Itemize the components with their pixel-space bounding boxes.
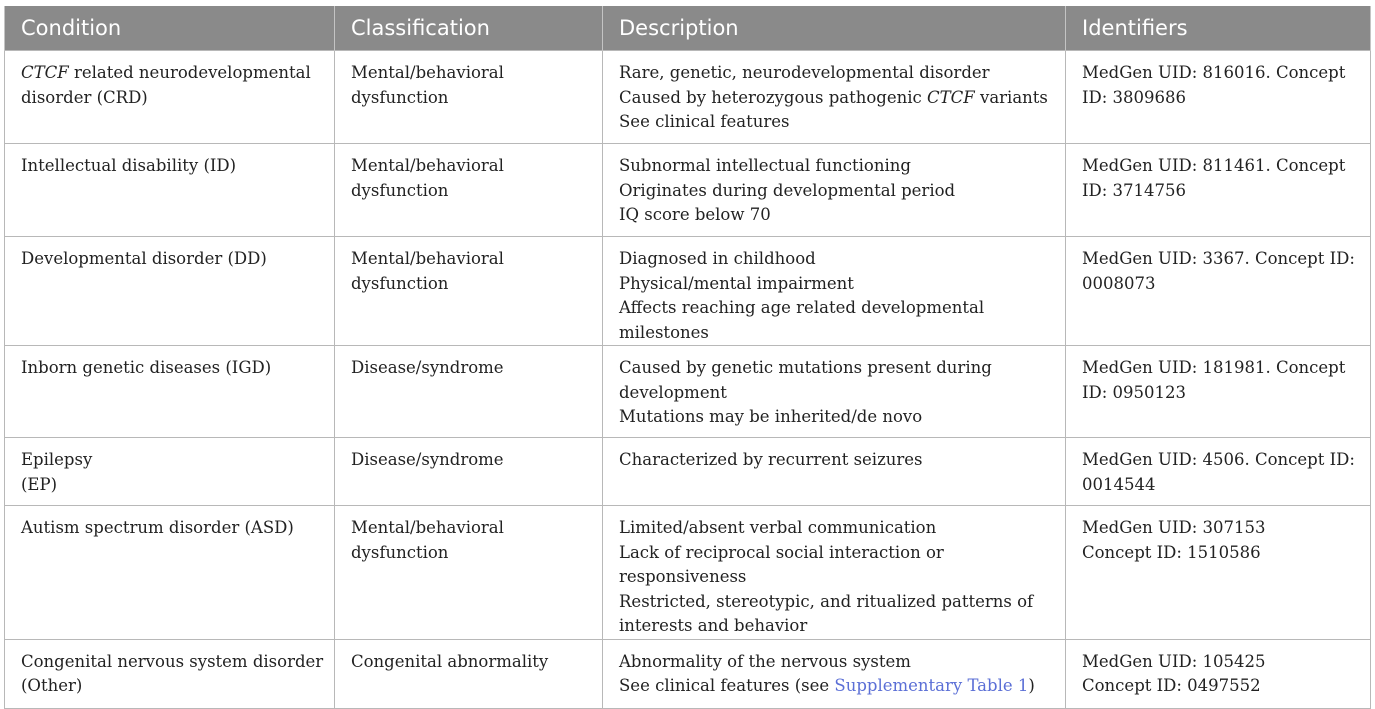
table-row <box>5 438 1371 506</box>
description-line: IQ score below 70 <box>619 205 771 224</box>
table-row <box>5 51 1371 144</box>
description-line: Mutations may be inherited/de novo <box>619 407 923 426</box>
concept-id: Concept ID: 1510586 <box>1082 542 1261 562</box>
description-line: Originates during developmental period <box>619 180 956 200</box>
description-text: variants <box>974 87 1048 107</box>
description-line <box>619 86 1057 111</box>
header-condition: Condition <box>5 6 335 51</box>
description-text: See clinical features (see <box>619 676 835 695</box>
table-row <box>5 144 1371 237</box>
identifiers-cell: MedGen UID: 4506. Concept ID: 0014544 <box>1066 438 1371 506</box>
description-cell <box>603 51 1066 144</box>
classification-cell: Disease/syndrome <box>335 438 603 506</box>
medgen-uid: MedGen UID: 307153 <box>1082 518 1266 537</box>
identifiers-cell: MedGen UID: 3367. Concept ID: 0008073 <box>1066 237 1371 346</box>
description-cell <box>603 506 1066 640</box>
classification-cell: Disease/syndrome <box>335 346 603 438</box>
medgen-uid: MedGen UID: 105425 <box>1082 651 1266 671</box>
condition-cell: Developmental disorder (DD) <box>5 237 335 346</box>
classification-cell: Mental/behavioral dysfunction <box>335 237 603 346</box>
description-line: See clinical features <box>619 112 790 131</box>
condition-cell: Inborn genetic diseases (IGD) <box>5 346 335 438</box>
condition-abbrev: (EP) <box>21 474 58 494</box>
condition-cell: Intellectual disability (ID) <box>5 144 335 237</box>
header-classification: Classification <box>335 6 603 51</box>
table-row <box>5 237 1371 346</box>
description-line: Abnormality of the nervous system <box>619 651 911 671</box>
identifiers-cell: MedGen UID: 811461. Concept ID: 3714756 <box>1066 144 1371 237</box>
condition-text: Epilepsy <box>21 450 93 469</box>
header-identifiers: Identifiers <box>1066 6 1371 51</box>
gene-name: CTCF <box>21 63 69 82</box>
supplementary-table-link[interactable]: Supplementary Table 1 <box>834 676 1029 695</box>
condition-cell: Autism spectrum disorder (ASD) <box>5 506 335 640</box>
description-line: Restricted, stereotypic, and ritualized patterns of interests and behavior <box>619 591 1034 635</box>
header-row <box>5 6 1371 51</box>
conditions-table <box>4 6 1371 709</box>
table-row <box>5 346 1371 438</box>
description-line: Limited/absent verbal communication <box>619 518 937 537</box>
description-line: Caused by genetic mutations present during development <box>619 358 992 402</box>
condition-text: related neurodevelopmental disorder (CRD) <box>21 63 311 107</box>
identifiers-cell <box>1066 506 1371 640</box>
gene-name: CTCF <box>927 87 975 107</box>
classification-cell: Mental/behavioral dysfunction <box>335 51 603 144</box>
description-cell <box>603 639 1066 708</box>
description-line: Lack of reciprocal social interaction or responsiveness <box>619 542 944 586</box>
description-line: Subnormal intellectual functioning <box>619 156 911 175</box>
identifiers-cell <box>1066 639 1371 708</box>
description-line: Diagnosed in childhood <box>619 249 816 268</box>
classification-cell: Mental/behavioral dysfunction <box>335 506 603 640</box>
description-cell <box>603 237 1066 346</box>
identifiers-cell: MedGen UID: 816016. Concept ID: 3809686 <box>1066 51 1371 144</box>
description-text: ) <box>1028 676 1035 695</box>
identifiers-cell: MedGen UID: 181981. Concept ID: 0950123 <box>1066 346 1371 438</box>
description-line: Physical/mental impairment <box>619 273 854 293</box>
table-row <box>5 506 1371 640</box>
header-description: Description <box>603 6 1066 51</box>
classification-cell: Congenital abnormality <box>335 639 603 708</box>
description-line: Rare, genetic, neurodevelopmental disorder <box>619 63 990 82</box>
condition-cell: Congenital nervous system disorder (Other) <box>5 639 335 708</box>
condition-cell <box>5 51 335 144</box>
description-line: Characterized by recurrent seizures <box>619 450 923 469</box>
classification-cell: Mental/behavioral dysfunction <box>335 144 603 237</box>
description-text: Caused by heterozygous pathogenic <box>619 87 928 107</box>
condition-cell <box>5 438 335 506</box>
description-cell <box>603 144 1066 237</box>
description-cell <box>603 438 1066 506</box>
description-cell <box>603 346 1066 438</box>
concept-id: Concept ID: 0497552 <box>1082 676 1261 695</box>
table-row <box>5 639 1371 708</box>
description-line: Affects reaching age related developmental milestones <box>619 298 985 342</box>
